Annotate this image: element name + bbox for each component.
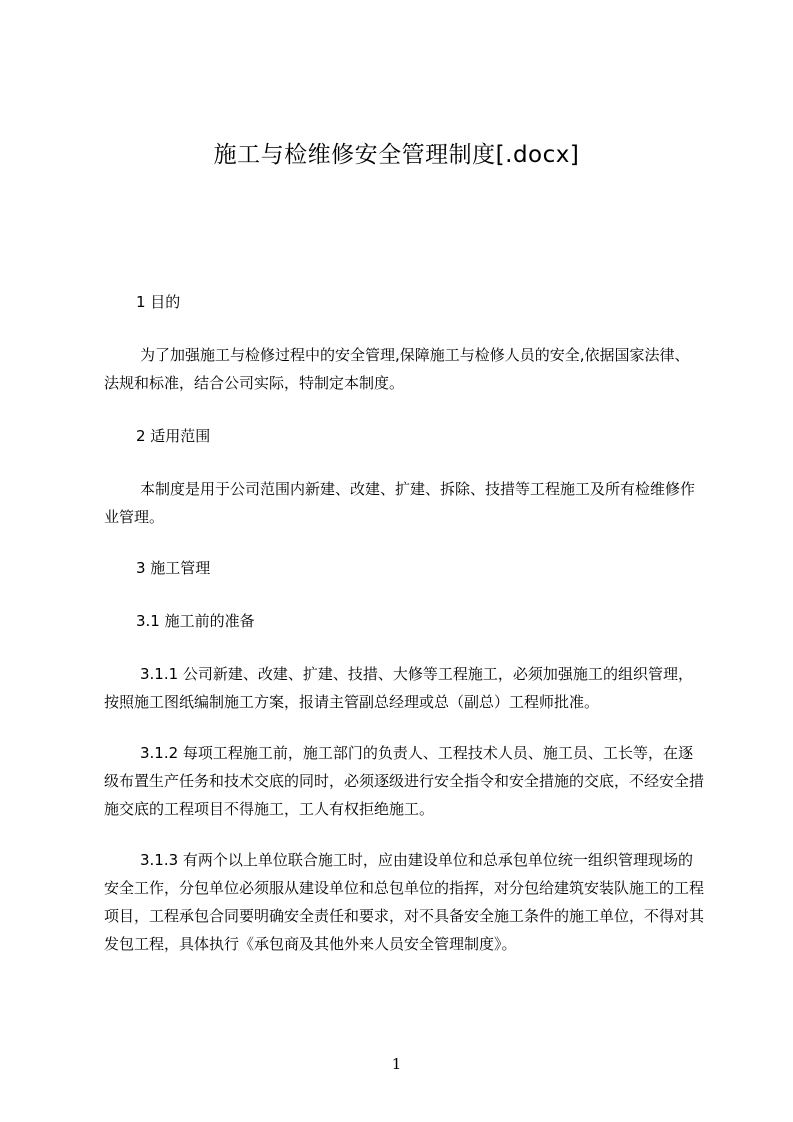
document-title: 施工与检维修安全管理制度[.docx]: [213, 142, 580, 168]
section-heading-scope: 2 适用范围: [136, 427, 211, 445]
section-heading-purpose: 1 目的: [136, 293, 181, 311]
page-number: 1: [391, 1055, 402, 1073]
paragraph-3-1-2: 3.1.2 每项工程施工前，施工部门的负责人、工程技术人员、施工员、工长等，在逐级布置生产任务和技术交底的同时，必须逐级进行安全指令和安全措施的交底，不经安全措施交底的工程项目不得施工，工人有权拒绝施工。: [104, 744, 705, 818]
section-heading-preparation: 3.1 施工前的准备: [136, 612, 255, 630]
paragraph-scope: 本制度是用于公司范围内新建、改建、扩建、拆除、技措等工程施工及所有检维修作业管理。: [104, 480, 696, 526]
section-heading-construction-management: 3 施工管理: [136, 559, 211, 577]
paragraph-3-1-1: 3.1.1 公司新建、改建、扩建、技措、大修等工程施工，必须加强施工的组织管理，按照施工图纸编制施工方案，报请主管副总经理或总（副总）工程师批准。: [104, 665, 693, 711]
paragraph-3-1-3: 3.1.3 有两个以上单位联合施工时，应由建设单位和总承包单位统一组织管理现场的安全工作，分包单位必须服从建设单位和总包单位的指挥，对分包给建筑安装队施工的工程项目，工程承包合同要明确安全责任和要求，对不具备安全施工条件的施工单位，不得对其发包工程，具体执行《承包商及其他外来人员安全管理制度》。: [104, 851, 705, 953]
paragraph-purpose: 为了加强施工与检修过程中的安全管理,保障施工与检修人员的安全,依据国家法律、法规和标准，结合公司实际，特制定本制度。: [104, 346, 690, 392]
